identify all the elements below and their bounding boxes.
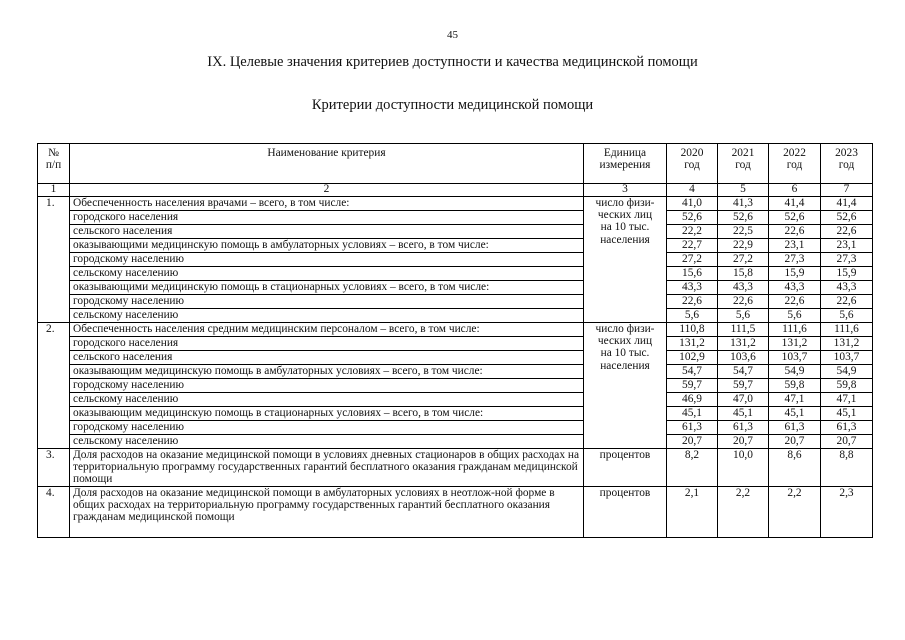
header-2020-word: год xyxy=(684,159,700,172)
table-row xyxy=(38,309,873,323)
target-value: 5,6 xyxy=(821,309,873,323)
table-row xyxy=(38,435,873,449)
target-value: 45,1 xyxy=(718,407,769,421)
target-value: 59,7 xyxy=(718,379,769,393)
target-value: 131,2 xyxy=(769,337,821,351)
target-value: 46,9 xyxy=(667,393,718,407)
target-value: 47,1 xyxy=(821,393,873,407)
target-value: 23,1 xyxy=(769,239,821,253)
table-row xyxy=(38,225,873,239)
section-heading: IX. Целевые значения критериев доступности и качества медицинской помощи xyxy=(207,54,698,70)
target-value: 102,9 xyxy=(667,351,718,365)
target-value: 15,6 xyxy=(667,267,718,281)
header-unit xyxy=(584,144,667,184)
header-2022-year: 2022 xyxy=(783,147,806,159)
unit-cell xyxy=(584,323,667,449)
target-value: 131,2 xyxy=(821,337,873,351)
unit-line: число физи- xyxy=(595,323,655,335)
unit-cell: процентов xyxy=(584,449,667,487)
target-value: 111,6 xyxy=(821,323,873,337)
target-value: 22,6 xyxy=(821,295,873,309)
target-value: 54,7 xyxy=(718,365,769,379)
criterion-name: Обеспеченность населения врачами – всего, в том числе: xyxy=(70,197,584,211)
target-value: 52,6 xyxy=(667,211,718,225)
column-index: 3 xyxy=(584,184,667,197)
unit-line: число физи- xyxy=(595,197,655,209)
target-value: 22,6 xyxy=(821,225,873,239)
target-value: 10,0 xyxy=(718,449,769,487)
criterion-name: Обеспеченность населения средним медицинским персоналом – всего, в том числе: xyxy=(70,323,584,337)
header-2021-year: 2021 xyxy=(731,147,755,159)
target-value: 22,5 xyxy=(718,225,769,239)
target-value: 20,7 xyxy=(667,435,718,449)
target-value: 52,6 xyxy=(821,211,873,225)
criterion-name: Доля расходов на оказание медицинской помощи в амбулаторных условиях в неотлож-ной форме в общих расходах на территориальную программу государственных гарантий бесплатного оказания гражданам медицинской помощи xyxy=(70,487,584,538)
target-value: 41,3 xyxy=(718,197,769,211)
table-row xyxy=(38,351,873,365)
header-2022-word: год xyxy=(786,159,803,172)
target-value: 20,7 xyxy=(821,435,873,449)
target-value: 103,7 xyxy=(821,351,873,365)
column-index: 2 xyxy=(70,184,584,197)
target-value: 47,0 xyxy=(718,393,769,407)
table-row xyxy=(38,449,873,487)
table-row xyxy=(38,239,873,253)
target-value: 41,0 xyxy=(667,197,718,211)
criterion-name: сельскому населению xyxy=(70,267,584,281)
criterion-name: сельскому населению xyxy=(70,393,584,407)
criterion-name: городского населения xyxy=(70,211,584,225)
criterion-name: оказывающими медицинскую помощь в амбулаторных условиях – всего, в том числе: xyxy=(70,239,584,253)
target-value: 20,7 xyxy=(718,435,769,449)
target-value: 131,2 xyxy=(667,337,718,351)
column-index: 1 xyxy=(38,184,70,197)
target-value: 52,6 xyxy=(718,211,769,225)
header-unit-line1: Единица xyxy=(603,147,647,159)
column-index: 5 xyxy=(718,184,769,197)
target-value: 43,3 xyxy=(667,281,718,295)
table-row xyxy=(38,379,873,393)
target-value: 103,7 xyxy=(769,351,821,365)
target-value: 54,9 xyxy=(821,365,873,379)
target-value: 15,9 xyxy=(769,267,821,281)
table-subheading: Критерии доступности медицинской помощи xyxy=(311,97,594,113)
target-value: 59,8 xyxy=(769,379,821,393)
target-value: 61,3 xyxy=(667,421,718,435)
target-value: 15,9 xyxy=(821,267,873,281)
unit-line: на 10 тыс. xyxy=(600,221,650,234)
target-value: 8,2 xyxy=(667,449,718,487)
header-name: Наименование критерия xyxy=(70,144,584,184)
criterion-name: городского населения xyxy=(70,337,584,351)
column-index: 4 xyxy=(667,184,718,197)
target-value: 22,6 xyxy=(769,295,821,309)
row-number: 1. xyxy=(38,197,70,323)
criterion-name: Доля расходов на оказание медицинской помощи в условиях дневных стационаров в общих расходах на территориальную программу государственных гарантий бесплатного оказания гражданам медицинской помощи xyxy=(70,449,584,487)
header-no xyxy=(38,144,70,184)
criterion-name: городскому населению xyxy=(70,379,584,393)
table-row xyxy=(38,267,873,281)
target-value: 54,7 xyxy=(667,365,718,379)
unit-line: на 10 тыс. xyxy=(600,347,650,360)
target-value: 61,3 xyxy=(821,421,873,435)
target-value: 45,1 xyxy=(821,407,873,421)
target-value: 43,3 xyxy=(821,281,873,295)
page-number: 45 xyxy=(447,29,458,41)
table-row xyxy=(38,253,873,267)
target-value: 2,2 xyxy=(769,487,821,538)
table-row xyxy=(38,337,873,351)
target-value: 15,8 xyxy=(718,267,769,281)
unit-line: населения xyxy=(600,233,650,246)
table-row xyxy=(38,393,873,407)
criterion-name: городскому населению xyxy=(70,295,584,309)
target-value: 5,6 xyxy=(769,309,821,323)
target-value: 8,8 xyxy=(821,449,873,487)
criteria-table xyxy=(37,143,873,538)
target-value: 54,9 xyxy=(769,365,821,379)
target-value: 131,2 xyxy=(718,337,769,351)
target-value: 27,3 xyxy=(821,253,873,267)
target-value: 61,3 xyxy=(718,421,769,435)
target-value: 22,6 xyxy=(718,295,769,309)
target-value: 43,3 xyxy=(769,281,821,295)
header-2023-word: год xyxy=(838,159,855,172)
criterion-name: оказывающими медицинскую помощь в стационарных условиях – всего, в том числе: xyxy=(70,281,584,295)
table-row xyxy=(38,487,873,538)
header-2021 xyxy=(718,144,769,184)
table-row xyxy=(38,281,873,295)
criterion-name: сельскому населению xyxy=(70,435,584,449)
target-value: 41,4 xyxy=(769,197,821,211)
unit-line: ческих лиц xyxy=(597,335,653,348)
target-value: 27,2 xyxy=(718,253,769,267)
table-row xyxy=(38,211,873,225)
target-value: 22,6 xyxy=(769,225,821,239)
header-2021-word: год xyxy=(735,159,751,172)
table-row xyxy=(38,421,873,435)
target-value: 22,6 xyxy=(667,295,718,309)
column-index: 7 xyxy=(821,184,873,197)
criterion-name: оказывающим медицинскую помощь в стационарных условиях – всего, в том числе: xyxy=(70,407,584,421)
target-value: 45,1 xyxy=(667,407,718,421)
header-2020-year: 2020 xyxy=(680,147,704,159)
target-value: 5,6 xyxy=(718,309,769,323)
target-value: 27,2 xyxy=(667,253,718,267)
header-unit-line2: измерения xyxy=(599,159,651,172)
column-index-row xyxy=(38,184,873,197)
table-row xyxy=(38,197,873,211)
target-value: 20,7 xyxy=(769,435,821,449)
target-value: 22,9 xyxy=(718,239,769,253)
target-value: 103,6 xyxy=(718,351,769,365)
header-no-line1: № xyxy=(48,147,59,159)
criterion-name: оказывающим медицинскую помощь в амбулаторных условиях – всего, в том числе: xyxy=(70,365,584,379)
row-number: 2. xyxy=(38,323,70,449)
target-value: 110,8 xyxy=(667,323,718,337)
header-2023 xyxy=(821,144,873,184)
header-2020 xyxy=(667,144,718,184)
target-value: 59,8 xyxy=(821,379,873,393)
criterion-name: сельского населения xyxy=(70,225,584,239)
target-value: 41,4 xyxy=(821,197,873,211)
target-value: 45,1 xyxy=(769,407,821,421)
target-value: 61,3 xyxy=(769,421,821,435)
column-index: 6 xyxy=(769,184,821,197)
table-row xyxy=(38,365,873,379)
target-value: 47,1 xyxy=(769,393,821,407)
header-2022 xyxy=(769,144,821,184)
target-value: 111,6 xyxy=(769,323,821,337)
table-row xyxy=(38,323,873,337)
target-value: 43,3 xyxy=(718,281,769,295)
target-value: 8,6 xyxy=(769,449,821,487)
criterion-name: сельского населения xyxy=(70,351,584,365)
target-value: 59,7 xyxy=(667,379,718,393)
criterion-name: городскому населению xyxy=(70,253,584,267)
table-header-row xyxy=(38,144,873,184)
target-value: 23,1 xyxy=(821,239,873,253)
target-value: 2,1 xyxy=(667,487,718,538)
header-no-line2: п/п xyxy=(45,159,62,172)
table-row xyxy=(38,295,873,309)
row-number: 4. xyxy=(38,487,70,538)
target-value: 27,3 xyxy=(769,253,821,267)
target-value: 22,7 xyxy=(667,239,718,253)
criterion-name: сельскому населению xyxy=(70,309,584,323)
unit-line: населения xyxy=(600,359,650,372)
unit-cell: процентов xyxy=(584,487,667,538)
row-number: 3. xyxy=(38,449,70,487)
target-value: 111,5 xyxy=(718,323,769,337)
target-value: 22,2 xyxy=(667,225,718,239)
table-row xyxy=(38,407,873,421)
target-value: 2,3 xyxy=(821,487,873,538)
unit-cell xyxy=(584,197,667,323)
unit-line: ческих лиц xyxy=(597,209,653,222)
target-value: 5,6 xyxy=(667,309,718,323)
header-2023-year: 2023 xyxy=(835,147,858,159)
criterion-name: городскому населению xyxy=(70,421,584,435)
target-value: 52,6 xyxy=(769,211,821,225)
target-value: 2,2 xyxy=(718,487,769,538)
